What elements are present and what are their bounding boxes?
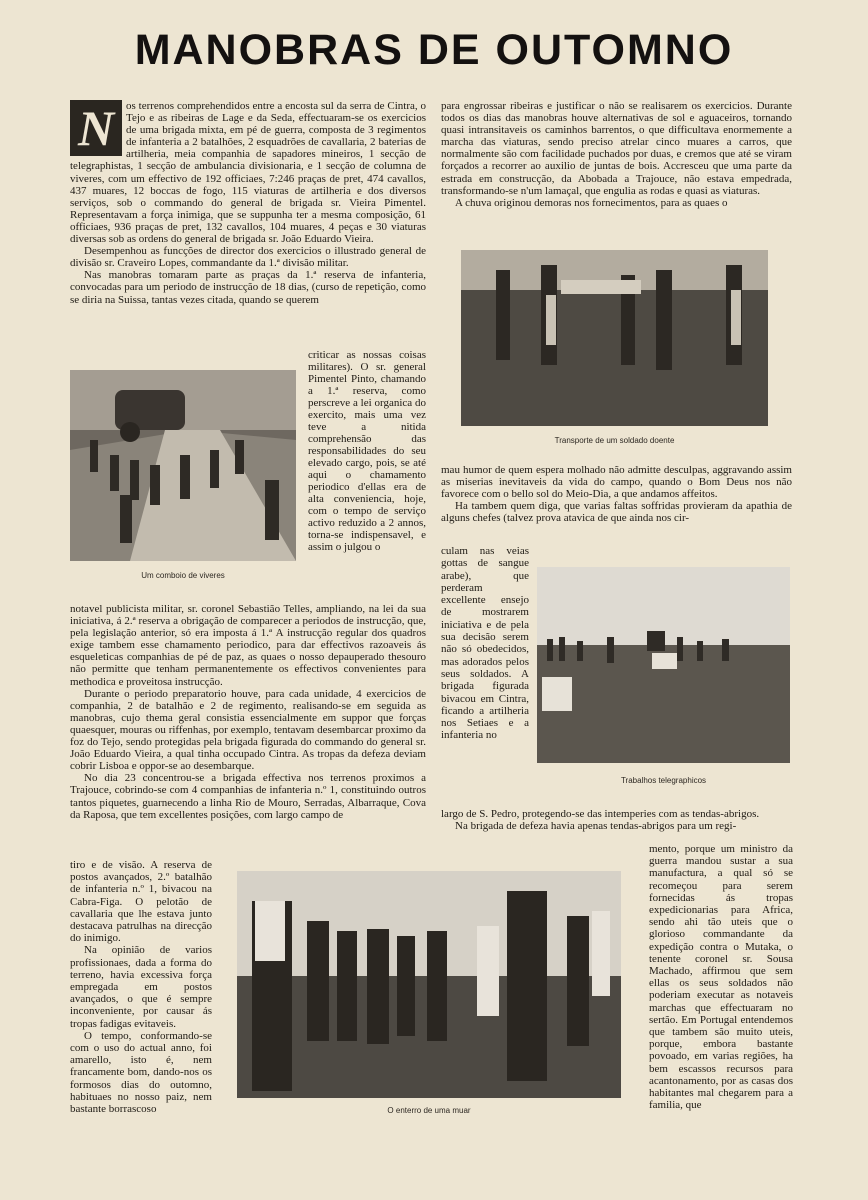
caption-telegraphicos: Trabalhos telegraphicos: [620, 776, 707, 785]
paragraph: Durante o periodo preparatorio houve, para cada unidade, 4 exercicios de companhia, 2 de batalhão e 2 de regimento, realisando-se em seguida as manobras, cujo thema geral consistia essencialmente em suppor que forças quaesquer, mouras ou riffenhas, por exemplo, tentavam desembarcar proximo da foz do Tejo, sendo protegidas pela brigada figurada do commando do general sr. João Eduardo Vieira, a qual tinha occupado Cintra. As tropas da defeza deviam cobrir Lisboa e oppor-se ao desembarque.: [70, 687, 426, 773]
right-column-top: [441, 100, 792, 234]
paragraph: tiro e de visão. A reserva de postos avançados, 2.º batalhão de infanteria n.º 1, bivacou na Cabra-Figa. O pelotão de cavallaria que lhe estava junto destacava patrulhas na direcção do inimigo.: [70, 859, 212, 945]
photo-trabalhos-telegraphicos: [537, 567, 790, 763]
paragraph: largo de S. Pedro, protegendo-se das intemperies com as tendas-abrigos.: [441, 808, 760, 820]
paragraph: criticar as nossas coisas militares). O sr. general Pimentel Pinto, chamando a 1.ª reserva, como perscreve a lei organica do exercito, mais uma vez teve a nitida comprehensão das responsabilidades do seu elevado cargo, pois, se até aqui o chamamento periodico d'ellas era de alta conveniencia, hoje, com o tempo de serviço activo reduzido a 2 annos, torna-se indispensavel, e assim o julgou o: [308, 349, 426, 553]
right-column-bottom: [649, 843, 793, 1143]
paragraph: notavel publicista militar, sr. coronel Sebastião Telles, ampliando, na lei da sua iniciativa, á 2.ª reserva a obrigação de comparecer a periodos de instrucção, que, pela legislação anterior, só era imposta á 1.ª A instrucção regular dos quadros exige tambem esse chamamento periodico, para dar effectivos razoaveis ás esqueleticas companhias de pé de paz, as quaes o nosso depauperado thesouro não permitte que tenham permanentemente os effectivos convenientes para methodica e proveitosa instrucção.: [70, 603, 426, 688]
caption-transporte: Transporte de um soldado doente: [554, 436, 675, 445]
paragraph: Desempenhou as funcções de director dos exercicios o illustrado general de divisão sr. Craveiro Lopes, commandante da 1.ª divisão militar.: [70, 245, 426, 270]
left-column-top: [70, 100, 426, 360]
right-column-beside-photo: [441, 545, 529, 811]
headline: MANOBRAS DE OUTOMNO: [134, 26, 734, 74]
dropcap-letter: N: [70, 100, 122, 156]
paragraph: Nas manobras tomaram parte as praças da 1.ª reserva de infanteria, convocadas para um periodo de instrucção de 18 dias, (curso de repetição, como se diria na Suissa, tantas vezes citada, quando se querem: [70, 269, 426, 306]
paragraph: Ha tambem quem diga, que varias faltas soffridas provieram da apathia de alguns chefes (talvez prova atavica de que ainda nos cir-: [441, 500, 792, 525]
paragraph: culam nas veias gottas de sangue arabe), que perderam excellente ensejo de mostrarem iniciativa e de pela sua decisão serem não só obedecidos, mas adorados pelos seus soldados. A brigada figurada bivacou em Cintra, ficando a artilheria nos Setiaes e a infanteria no: [441, 545, 529, 742]
left-column-beside-photo: [308, 349, 426, 605]
caption-enterro: O enterro de uma muar: [387, 1106, 471, 1115]
left-column-middle: [70, 603, 426, 847]
paragraph: Na opinião de varios profissionaes, dada a forma do terreno, havia excessiva força empregada em postos avançados, o que é sempre inconveniente, por causar ás tropas fadigas evitaveis.: [70, 944, 212, 1030]
photo-comboio-de-viveres: [70, 370, 296, 561]
paragraph: para engrossar ribeiras e justificar o não se realisarem os exercicios. Durante todos os dias das manobras houve alternativas de sol e aguaceiros, tornando quasi intransitaveis os caminhos barrentos, o que difficultava enormemente a marcha das viaturas, sendo preciso atrelar cinco muares a carros, que normalmente são com facilidade puchados por duas, e cremos que até se viram forçados a recorrer ao auxilio de juntas de bois. Accresceu que uma parte da estrada em construcção, da Abobada a Trajouce, não estava empedrada, transformando-se n'um lamaçal, que engulia as rodas e quasi as viaturas.: [441, 100, 792, 197]
left-column-bottom: [70, 859, 212, 1117]
caption-comboio: Um comboio de viveres: [141, 571, 225, 580]
paragraph: Na brigada de defeza havia apenas tendas-abrigos para um regi-: [455, 820, 737, 833]
paragraph: No dia 23 concentrou-se a brigada effectiva nos terrenos proximos a Trajouce, cobrindo-se com 4 companhias de infanteria n.º 1, constituindo outros tantos piquetes, guarnecendo a linha Rio de Mouro, Serradas, Albarraque, Cova da Raposa, que tem excellentes posições, com largo campo de: [70, 772, 426, 821]
paragraph: A chuva originou demoras nos fornecimentos, para as quaes o: [455, 196, 728, 209]
photo-enterro-de-uma-muar: [237, 871, 621, 1098]
photo-transporte-soldado-doente: [461, 250, 768, 426]
paragraph: mento, porque um ministro da guerra mandou sustar a sua manufactura, a qual só se recomeçou para serem fornecidas ás tropas expedicionarias para Africa, sendo ahi tão uteis que o glorioso commandante da expedição contra o Mutaka, o tenente coronel sr. Sousa Machado, affirmou que sem ellas os seus soldados não poderiam executar as notaveis marchas que effectuaram no sertão. Em Portugal entendemos que tambem são muito uteis, porque, embora bastante povoado, em varias regiões, ha bem escassos recursos para acantonamento, por as casas dos habitantes mal chegarem para a familia, que: [649, 843, 793, 1112]
paragraph: os terrenos comprehendidos entre a encosta sul da serra de Cintra, o Tejo e as ribeiras de Lage e da Seda, effectuaram-se os exercicios de uma brigada mixta, em pé de guerra, composta de 3 regimentos de infanteria a 2 batalhões, 2 esquadrões de cavallaria, 2 baterias de artilheria, meia companhia de sapadores mineiros, 1 secção de telegraphistas, 1 secção de ambulancia divisionaria, e 1 secção de columna de viveres, com um effectivo de 192 officiaes, 7:246 praças de pret, 474 cavallos, 437 muares, 12 boccas de fogo, 115 viaturas de artilheria e dos diversos serviços, sob o commando do general de brigada sr. Vieira Pimentel. Representavam a força inimiga, que se suppunha ter a mesma composição, 61 officiaes, 936 praças de pret, 132 cavallos, 104 muares, 4 peças e 30 viaturas diversas sob as ordens do general de brigada sr. João Eduardo Vieira.: [70, 100, 426, 246]
paragraph: mau humor de quem espera molhado não admitte desculpas, aggravando assim as miserias inevitaveis da vida do campo, quando o Bom Deus nos não favorece com o bello sol do Meio-Dia, a que andamos affeitos.: [441, 464, 792, 501]
right-column-lower: [441, 808, 792, 848]
paragraph: O tempo, conformando-se com o uso do actual anno, foi amarello, isto é, nem francamente bom, dando-nos os formosos dias do outomno, habituaes no nosso paiz, nem bastante borrascoso: [70, 1029, 212, 1116]
right-column-middle: [441, 464, 792, 550]
